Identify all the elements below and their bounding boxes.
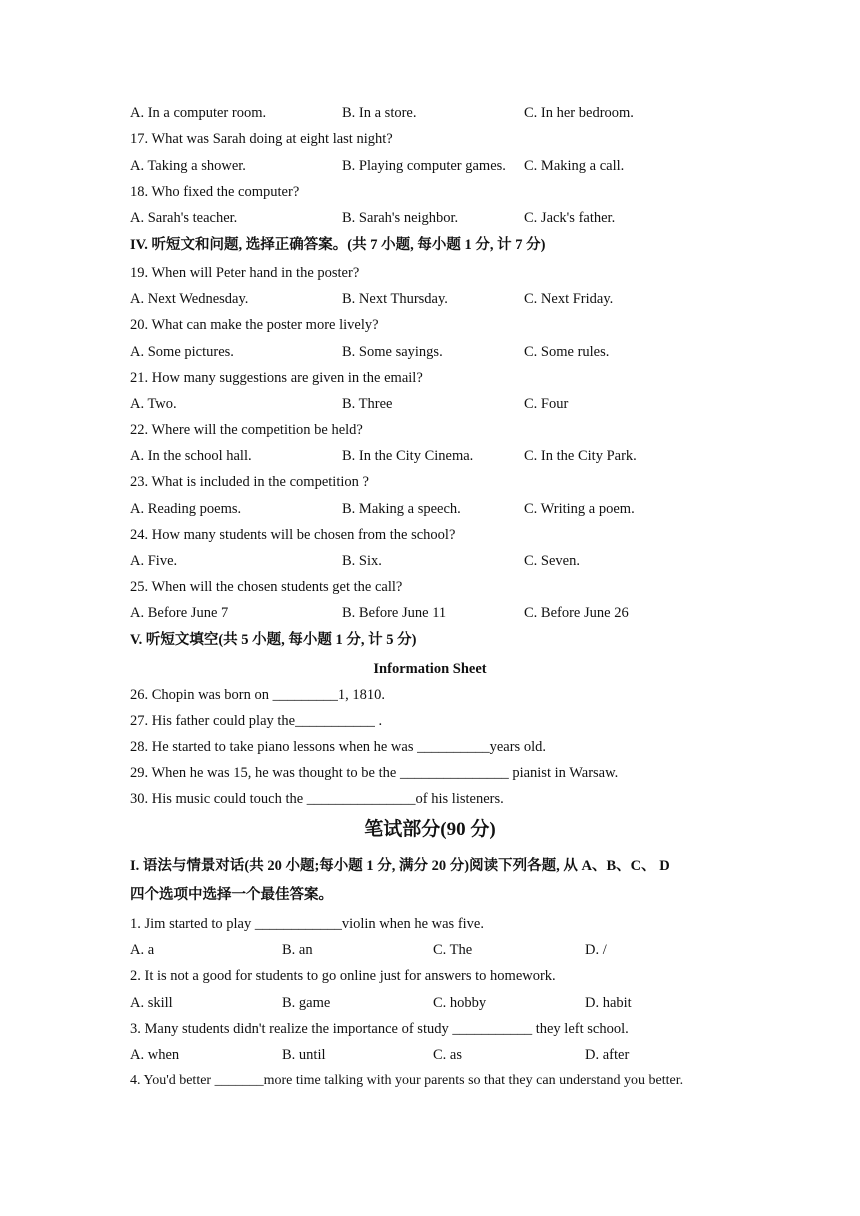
question-17: 17. What was Sarah doing at eight last night? (130, 131, 393, 147)
question-29: 29. When he was 15, he was thought to be the _______________ pianist in Warsaw. (130, 765, 619, 781)
w-q1-option-c: C. The (433, 942, 473, 958)
q19-option-a: A. Next Wednesday. (130, 291, 249, 307)
q18-option-a: A. Sarah's teacher. (130, 210, 238, 226)
question-20: 20. What can make the poster more lively? (130, 317, 379, 333)
q20-option-c: C. Some rules. (524, 344, 610, 360)
section-4-title: IV. 听短文和问题, 选择正确答案。(共 7 小题, 每小题 1 分, 计 7 分) (130, 237, 546, 253)
section-5-title: V. 听短文填空(共 5 小题, 每小题 1 分, 计 5 分) (130, 632, 417, 648)
question-26: 26. Chopin was born on _________1, 1810. (130, 687, 385, 703)
q18-option-b: B. Sarah's neighbor. (342, 210, 459, 226)
q22-option-b: B. In the City Cinema. (342, 448, 474, 464)
q21-option-b: B. Three (342, 396, 393, 412)
written-part-heading: 笔试部分(90 分) (364, 819, 496, 840)
q20-option-b: B. Some sayings. (342, 344, 443, 360)
w-q2-option-b: B. game (282, 995, 331, 1011)
q19-option-b: B. Next Thursday. (342, 291, 448, 307)
q16-option-b: B. In a store. (342, 105, 417, 121)
info-sheet-title: Information Sheet (373, 661, 487, 677)
question-24: 24. How many students will be chosen from the school? (130, 527, 456, 543)
q16-option-a: A. In a computer room. (130, 105, 267, 121)
q22-option-c: C. In the City Park. (524, 448, 637, 464)
q24-option-c: C. Seven. (524, 553, 580, 569)
w-q3-option-a: A. when (130, 1047, 180, 1063)
q23-option-b: B. Making a speech. (342, 501, 461, 517)
question-23: 23. What is included in the competition ? (130, 474, 369, 490)
written-question-2: 2. It is not a good for students to go online just for answers to homework. (130, 968, 556, 984)
question-18: 18. Who fixed the computer? (130, 184, 300, 200)
q18-option-c: C. Jack's father. (524, 210, 616, 226)
question-30: 30. His music could touch the _______________of his listeners. (130, 791, 504, 807)
q25-option-a: A. Before June 7 (130, 605, 229, 621)
q16-option-c: C. In her bedroom. (524, 105, 634, 121)
section-1-instruction-line2: 四个选项中选择一个最佳答案。 (130, 887, 333, 903)
written-question-4: 4. You'd better _______more time talking with your parents so that they can understand you better. (130, 1073, 684, 1088)
q23-option-c: C. Writing a poem. (524, 501, 635, 517)
q17-option-b: B. Playing computer games. (342, 158, 506, 174)
q17-option-c: C. Making a call. (524, 158, 625, 174)
w-q3-option-c: C. as (433, 1047, 462, 1063)
w-q2-option-c: C. hobby (433, 995, 487, 1011)
question-19: 19. When will Peter hand in the poster? (130, 265, 360, 281)
q25-option-b: B. Before June 11 (342, 605, 447, 621)
q23-option-a: A. Reading poems. (130, 501, 242, 517)
w-q3-option-d: D. after (585, 1047, 630, 1063)
q19-option-c: C. Next Friday. (524, 291, 614, 307)
question-28: 28. He started to take piano lessons when he was __________years old. (130, 739, 546, 755)
question-22: 22. Where will the competition be held? (130, 422, 363, 438)
w-q2-option-a: A. skill (130, 995, 173, 1011)
question-25: 25. When will the chosen students get the call? (130, 579, 403, 595)
q25-option-c: C. Before June 26 (524, 605, 629, 621)
w-q1-option-b: B. an (282, 942, 313, 958)
q21-option-a: A. Two. (130, 396, 177, 412)
w-q3-option-b: B. until (282, 1047, 326, 1063)
q21-option-c: C. Four (524, 396, 569, 412)
written-question-3: 3. Many students didn't realize the importance of study ___________ they left school. (130, 1021, 629, 1037)
question-21: 21. How many suggestions are given in the email? (130, 370, 423, 386)
q17-option-a: A. Taking a shower. (130, 158, 246, 174)
w-q2-option-d: D. habit (585, 995, 632, 1011)
section-1-instruction-line1: I. 语法与情景对话(共 20 小题;每小题 1 分, 满分 20 分)阅读下列各题, 从 A、B、C、 D (130, 858, 670, 874)
w-q1-option-d: D. / (585, 942, 607, 958)
question-27: 27. His father could play the___________ . (130, 713, 383, 729)
q24-option-a: A. Five. (130, 553, 178, 569)
q22-option-a: A. In the school hall. (130, 448, 252, 464)
q20-option-a: A. Some pictures. (130, 344, 234, 360)
written-question-1: 1. Jim started to play ____________violin when he was five. (130, 916, 484, 932)
q24-option-b: B. Six. (342, 553, 382, 569)
w-q1-option-a: A. a (130, 942, 155, 958)
